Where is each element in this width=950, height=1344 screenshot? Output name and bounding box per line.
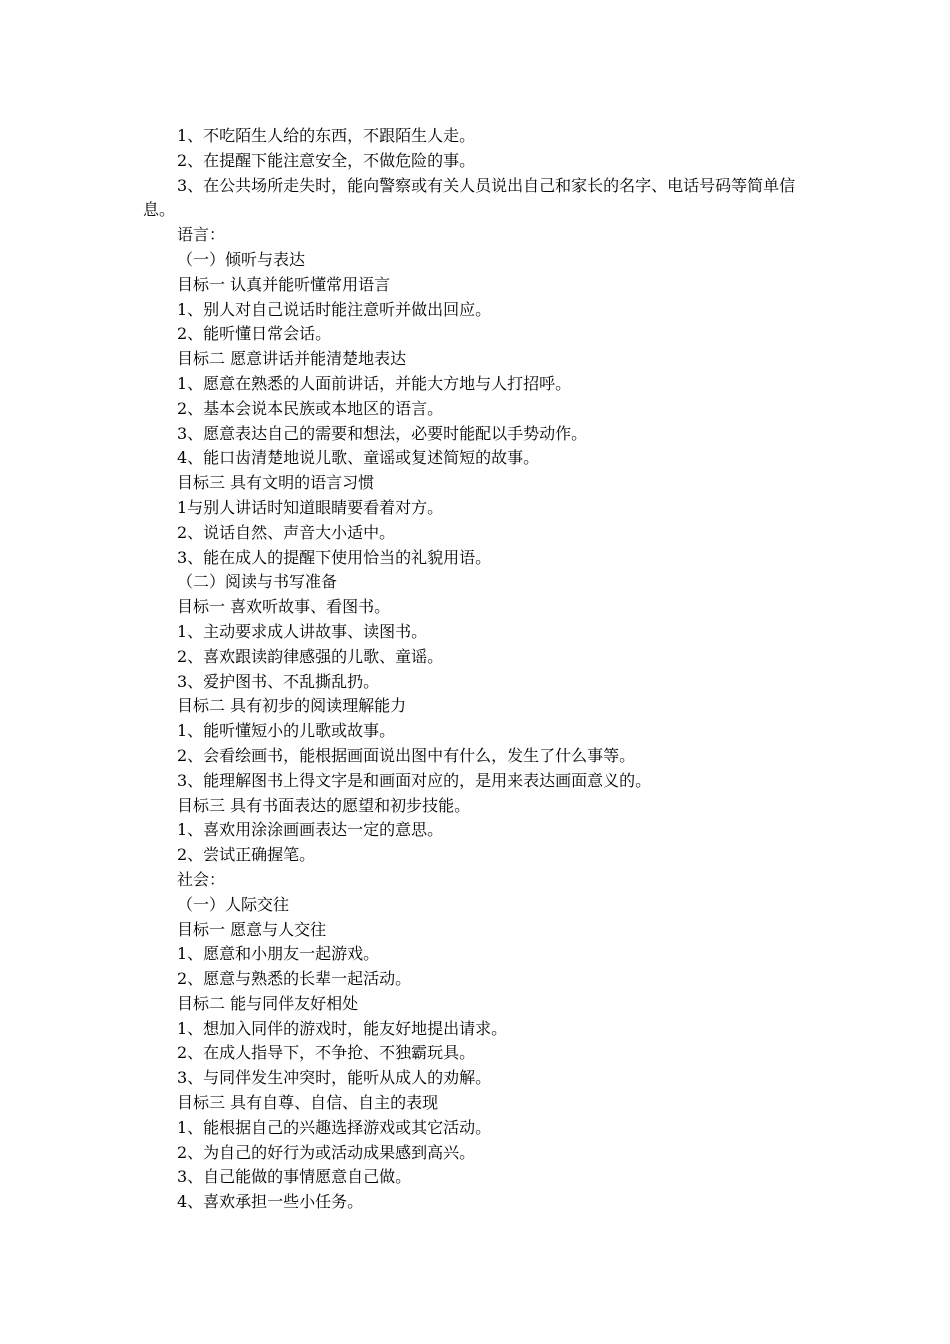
text-line: 2、说话自然、声音大小适中。 (177, 522, 396, 542)
text-line: 1、想加入同伴的游戏时，能友好地提出请求。 (177, 1018, 508, 1038)
text-line: 1、能听懂短小的儿歌或故事。 (177, 721, 396, 741)
text-line: 4、能口齿清楚地说儿歌、童谣或复述简短的故事。 (177, 448, 540, 468)
text-line: 1、愿意在熟悉的人面前讲话，并能大方地与人打招呼。 (177, 373, 572, 393)
text-line: 2、喜欢跟读韵律感强的儿歌、童谣。 (177, 646, 444, 666)
text-line: 3、自己能做的事情愿意自己做。 (177, 1167, 412, 1187)
text-line: 1与别人讲话时知道眼睛要看着对方。 (177, 497, 444, 517)
text-line: 1、主动要求成人讲故事、读图书。 (177, 621, 428, 641)
text-line: 3、能在成人的提醒下使用恰当的礼貌用语。 (177, 547, 492, 567)
text-line: 1、能根据自己的兴趣选择游戏或其它活动。 (177, 1117, 492, 1137)
document-body (143, 124, 813, 1215)
text-line: 3、能理解图书上得文字是和画面对应的，是用来表达画面意义的。 (177, 770, 652, 790)
text-line: 2、基本会说本民族或本地区的语言。 (177, 398, 444, 418)
goal-heading: 目标一 认真并能听懂常用语言 (177, 274, 391, 294)
subsection-heading: （二）阅读与书写准备 (177, 572, 338, 592)
text-line: 2、在成人指导下，不争抢、不独霸玩具。 (177, 1043, 476, 1063)
goal-heading: 目标三 具有文明的语言习惯 (177, 473, 375, 493)
goal-heading: 目标二 能与同伴友好相处 (177, 993, 359, 1013)
subsection-heading: （一）倾听与表达 (177, 249, 306, 269)
text-line: 1、不吃陌生人给的东西，不跟陌生人走。 (177, 126, 476, 145)
goal-heading: 目标一 喜欢听故事、看图书。 (177, 597, 391, 617)
text-line: 2、为自己的好行为或活动成果感到高兴。 (177, 1142, 476, 1162)
text-line: 2、会看绘画书，能根据画面说出图中有什么，发生了什么事等。 (177, 745, 636, 765)
text-line: 1、喜欢用涂涂画画表达一定的意思。 (177, 820, 444, 840)
text-paragraph: 3、在公共场所走失时，能向警察或有关人员说出自己和家长的名字、电话号码等简单信息。 (143, 175, 796, 220)
goal-heading: 目标一 愿意与人交往 (177, 919, 327, 939)
text-line: 1、愿意和小朋友一起游戏。 (177, 944, 380, 964)
goal-heading: 目标二 具有初步的阅读理解能力 (177, 696, 407, 716)
goal-heading: 目标二 愿意讲话并能清楚地表达 (177, 349, 407, 369)
text-line: 3、爱护图书、不乱撕乱扔。 (177, 671, 380, 691)
text-line: 3、愿意表达自己的需要和想法，必要时能配以手势动作。 (177, 423, 588, 443)
text-line: 1、别人对自己说话时能注意听并做出回应。 (177, 299, 492, 319)
text-line: 2、能听懂日常会话。 (177, 324, 332, 344)
section-heading: 语言： (177, 225, 226, 245)
text-line: 3、与同伴发生冲突时，能听从成人的劝解。 (177, 1068, 492, 1088)
goal-heading: 目标三 具有书面表达的愿望和初步技能。 (177, 795, 471, 815)
section-heading: 社会： (177, 869, 226, 889)
goal-heading: 目标三 具有自尊、自信、自主的表现 (177, 1093, 439, 1113)
text-line: 2、尝试正确握笔。 (177, 845, 316, 865)
text-line: 4、喜欢承担一些小任务。 (177, 1192, 364, 1212)
text-line: 2、在提醒下能注意安全，不做危险的事。 (177, 150, 476, 170)
text-line: 2、愿意与熟悉的长辈一起活动。 (177, 969, 412, 989)
subsection-heading: （一）人际交往 (177, 894, 290, 914)
